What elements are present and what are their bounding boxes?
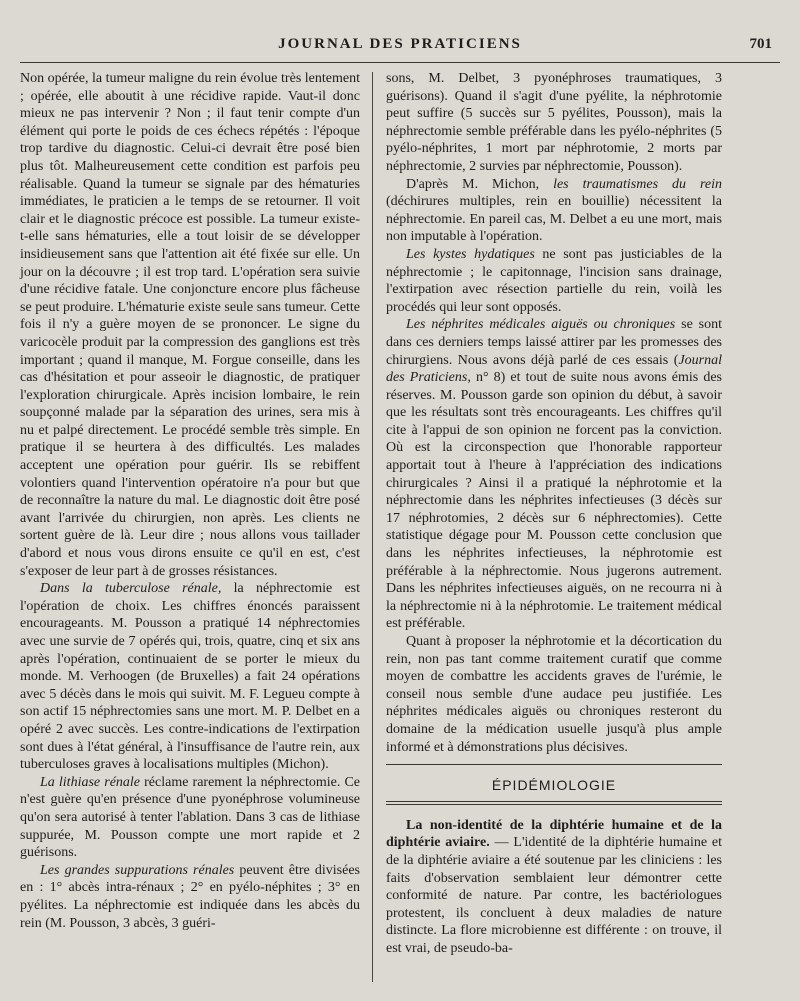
journal-title: JOURNAL DES PRATICIENS [278,36,522,52]
paragraph-hydatid-cysts [386,246,722,316]
paragraph-tuberculosis [20,580,360,774]
right-column [386,70,722,958]
paragraph-text: ne sont pas justiciables de la néphrectomie ; le capitonnage, l'incision sans drainage, l'extirpation avec résection partielle du rein, voilà les procédés qui leur sont opposés. [386,246,722,315]
section-double-rule [386,801,722,805]
article-title: La non-identité de la diphtérie humaine et de la diphtérie aviaire. [386,817,722,851]
page-number: 701 [749,36,772,52]
paragraph-text: — L'identité de la diphtérie humaine et de la diphtérie aviaire a été soutenue par les cliniciens : les faits d'observation semblaient leur démontrer cette conformité de nature. Par contre, les bactériologues protestent, ils concluent à deux maladies de nature distincte. La flore microbienne est différente : on trouve, il est vrai, de pseudo-ba- [386,835,722,956]
section-rule [386,764,722,765]
section-title: ÉPIDÉMIOLOGIE [491,777,617,794]
paragraph-continuation: sons, M. Delbet, 3 pyonéphroses traumatiques, 3 guérisons). Quand il s'agit d'une pyélite, la néphrotomie peut suffire (5 succès sur 5 pyélites, Pousson), mais la néphrectomie semble préférable dans les pyélo-néphrites (5 pyélo-néphrites, 1 mort par néphrotomie, 2 morts par néphrectomie, 2 survies par néphrectomie, Pousson). [386,71,722,174]
paragraph-text: se sont dans ces derniers temps laissé attirer par les promesses des chirurgiens. Nous avons déjà parlé de ces essais ( [386,317,723,368]
paragraph-text: la néphrectomie est l'opération de choix. Les chiffres énoncés paraissent encourageants. M. Pousson a pratiqué 14 néphrectomies avec une survie de 7 opérés qui, trois, quatre, cinq et six ans après l'opération, continuaient de se porter le mieux du monde. M. Verhoogen (de Bruxelles) a fait 24 opérations avec 5 décès dans le mois qui suivit. M. F. Legueu compte à son actif 15 néphrectomies sans une mort. M. P. Delbet en a opéré 2 avec succès. Les contre-indications de l'extirpation sont dues à l'état général, à l'insuffisance de l'autre rein, aux tuberculoses graves à localisations multiples (Michon). [20,581,361,773]
journal-reference: Journal des Praticiens, [386,352,722,386]
paragraph-text: n° 8) et tout de suite nous avons émis des réserves. M. Pousson garde son opinion du début, à savoir que les résultats sont très encourageants. Les chiffres qu'il cite à l'appui de son opinion ne forcent pas la conviction. Où est la circonspection que l'honorable rapporteur apportait tout à l'heure à l'appréciation des indications chirurgicales ? Ainsi il a pratiqué la néphrotomie et la néphrectomie dans les néphrites infectieuses (3 décès sur 17 néphrotomies, 2 décès sur 6 néphrectomies). Cette statistique dégage pour M. Pousson cette conclusion que dans les néphrites infectieuses, la néphrotomie est préférable à la néphrectomie. Nous jugerons autrement. Dans les néphrites infectieuses aiguës, on ne recourra ni à la néphrectomie ni à la néphrotomie. Le traitement médical est préférable. [386,370,722,632]
paragraph-nephritis [386,316,722,633]
left-column [20,70,360,932]
paragraph-text: réclame rarement la néphrectomie. Ce n'est guère qu'en présence d'une pyonéphrose volumineuse qu'on sera autorisé à tenter l'ablation. Dans 3 cas de lithiase suppurée, M. Pousson compte une mort rapide et 2 guérisons. [20,774,360,861]
paragraph-lithiasis [20,774,360,862]
italic-lead: La lithiase rénale [40,774,141,790]
header-rule [20,62,780,63]
column-divider [372,72,373,982]
paragraph-renal-tumor: Non opérée, la tumeur maligne du rein évolue très lentement ; opérée, elle aboutit à une récidive rapide. Vaut-il donc mieux ne pas intervenir ? Non ; il faut tenir compte d'un élément qui porte le poids de ces échecs répétés : l'époque trop tardive du diagnostic. Celui-ci devrait être posé bien plus tôt. Malheureusement cette condition est parfois peu réalisable. Quand la tumeur se signale par des hématuries immédiates, le praticien a le temps de se retourner. Il voit clair et le diagnostic précoce est possible. La tumeur existe-t-elle sans hématuries, elle a tout loisir de se développer insidieusement sans que l'attention ait été fixée sur elle. Un jour on la découvre ; il est trop tard. L'opération sera suivie d'une récidive fatale. Une conjoncture encore plus fâcheuse se peut produire. L'hématurie existe seule sans tumeur. Cette fois il n'y a guère moyen de se prononcer. Le signe du varicocèle produit par la compression des ganglions est très important ; quand il manque, M. Forgue conseille, dans les cas d'hésitation et pour asseoir le diagnostic, de pratiquer l'exploration chirurgicale. Après incision lombaire, le rein soupçonné malade par la séparation des urines, sera mis à nu et palpé directement. Le procédé semble très simple. En pratique il se heurtera à des difficultés. Les malades acceptent une opération pour guérir. Ils se rebiffent volontiers quand l'intervention opératoire n'a pour but que de reconnaître la nature du mal. Le diagnostic doit être posé avant l'arrivée du chirurgien, non après. Les clients ne sortent guère de là. Leur dire ; nous allons vous taillader d'abord et nous vous dirons ensuite ce qu'il en est, c'est s'exposer de leur part à de grosses résistances. [20,71,360,579]
italic-lead: Dans la tuberculose rénale, [40,581,222,597]
italic-lead: Les kystes hydatiques [406,246,535,262]
page-header [20,28,780,58]
paragraph-traumatisms [386,176,722,246]
italic-lead: Les grandes suppurations rénales [40,862,235,878]
paragraph-text: D'après M. Michon, [406,176,554,192]
italic-lead: les traumatismes du rein [553,176,722,192]
paragraph-text: (déchirures multiples, rein en bouillie) nécessitent la néphrectomie. En pareil cas, M. Delbet a eu une mort, mais non imputable à l'opération. [386,194,722,245]
paragraph-diphtheria [386,817,722,958]
italic-lead: Les néphrites médicales aiguës ou chroniques [406,317,676,333]
paragraph-suppurations [20,862,360,932]
paragraph-text: peuvent être divisées en : 1° abcès intra-rénaux ; 2° en pyélo-néphites ; 3° en pyélites. La néphrectomie est indiquée dans les abcès du rein (M. Pousson, 3 abcès, 3 guéri- [20,862,360,931]
paragraph-decortication: Quant à proposer la néphrotomie et la décortication du rein, non pas tant comme traitement curatif que comme moyen de combattre les accidents graves de l'urémie, le conseil nous semble d'une audace peu justifiée. Les néphrites médicales aiguës ou chroniques resteront du domaine de la médication usuelle jusqu'à plus ample informé et à démonstrations plus décisives. [386,634,722,755]
